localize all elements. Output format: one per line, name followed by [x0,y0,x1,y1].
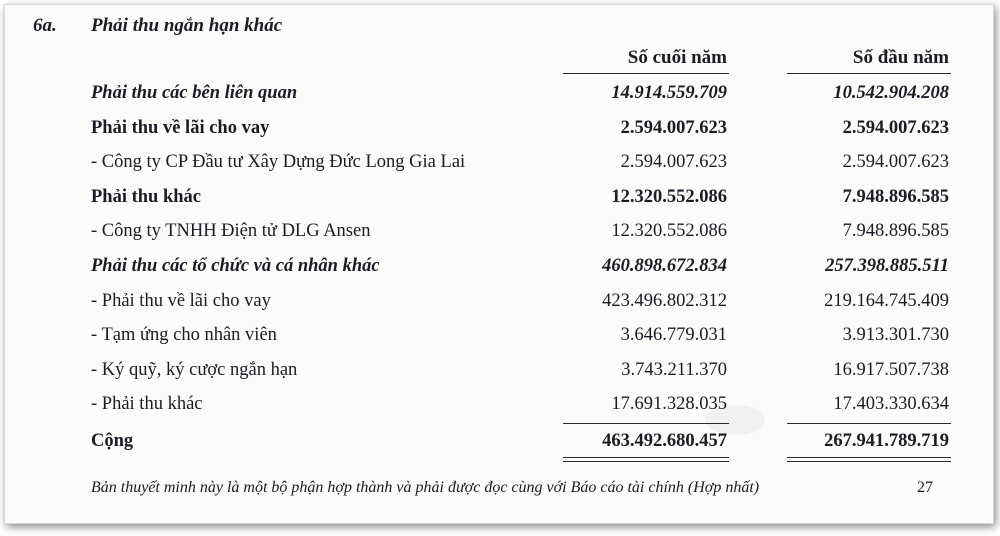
header-underline-end [563,73,729,74]
section-number: 6a. [33,15,57,36]
row-value-start-of-year: 7.948.896.585 [842,221,949,242]
row-value-end-of-year: 423.496.802.312 [602,290,727,311]
table-row [5,394,993,424]
row-label: - Phải thu khác [91,394,203,415]
row-value-end-of-year: 3.743.211.370 [621,359,727,380]
row-value-end-of-year: 2.594.007.623 [620,117,727,138]
table-row [5,152,993,182]
row-label: - Công ty CP Đầu tư Xây Dựng Đức Long Gia Lai [91,152,466,173]
row-label: - Tạm ứng cho nhân viên [91,325,277,346]
row-value-start-of-year: 2.594.007.623 [842,152,949,173]
row-value-start-of-year: 257.398.885.511 [825,256,949,276]
header-underline-start [787,73,951,74]
row-value-end-of-year: 460.898.672.834 [602,256,727,276]
subtotal-line-end [563,423,729,424]
page-number: 27 [917,479,933,496]
row-value-start-of-year: 2.594.007.623 [842,117,949,138]
row-value-end-of-year: 14.914.559.709 [611,83,727,103]
table-row [5,325,993,355]
row-label: Phải thu khác [91,186,202,207]
row-label: Phải thu về lãi cho vay [91,117,270,138]
row-value-end-of-year: 12.320.552.086 [611,221,727,242]
row-label: - Công ty TNHH Điện tử DLG Ansen [91,221,371,242]
footer-note: Bản thuyết minh này là một bộ phận hợp thành và phải được đọc cùng với Báo cáo tài chính (Hợp nhất) [91,479,760,496]
table-row [5,291,993,321]
row-value-start-of-year: 219.164.745.409 [824,290,949,311]
total-end-of-year: 463.492.680.457 [602,431,727,451]
row-label: Phải thu các tổ chức và cá nhân khác [91,256,380,276]
row-value-end-of-year: 2.594.007.623 [620,152,727,173]
row-value-start-of-year: 3.913.301.730 [842,325,949,346]
total-double-underline-end [563,457,729,462]
document-frame [4,4,994,524]
subtotal-line-start [787,423,951,424]
table-row [5,83,993,113]
column-header-end-of-year: Số cuối năm [627,47,727,68]
total-double-underline-start [787,457,951,462]
section-title: Phải thu ngắn hạn khác [91,15,283,36]
row-label: - Ký quỹ, ký cược ngắn hạn [91,359,298,380]
row-value-start-of-year: 10.542.904.208 [833,83,949,103]
table-row [5,360,993,390]
column-header-start-of-year: Số đầu năm [852,47,949,68]
row-value-end-of-year: 3.646.779.031 [620,325,727,346]
row-value-end-of-year: 17.691.328.035 [611,394,727,415]
row-label: - Phải thu về lãi cho vay [91,290,271,311]
row-value-end-of-year: 12.320.552.086 [611,186,727,207]
total-start-of-year: 267.941.789.719 [824,431,949,451]
table-row [5,221,993,251]
table-row [5,187,993,217]
table-row [5,256,993,286]
row-value-start-of-year: 17.403.330.634 [833,394,949,415]
financial-statement-page [5,5,993,523]
total-label: Cộng [91,431,134,451]
row-label: Phải thu các bên liên quan [91,83,298,103]
row-value-start-of-year: 7.948.896.585 [842,186,949,207]
table-row [5,118,993,148]
row-value-start-of-year: 16.917.507.738 [833,359,949,380]
